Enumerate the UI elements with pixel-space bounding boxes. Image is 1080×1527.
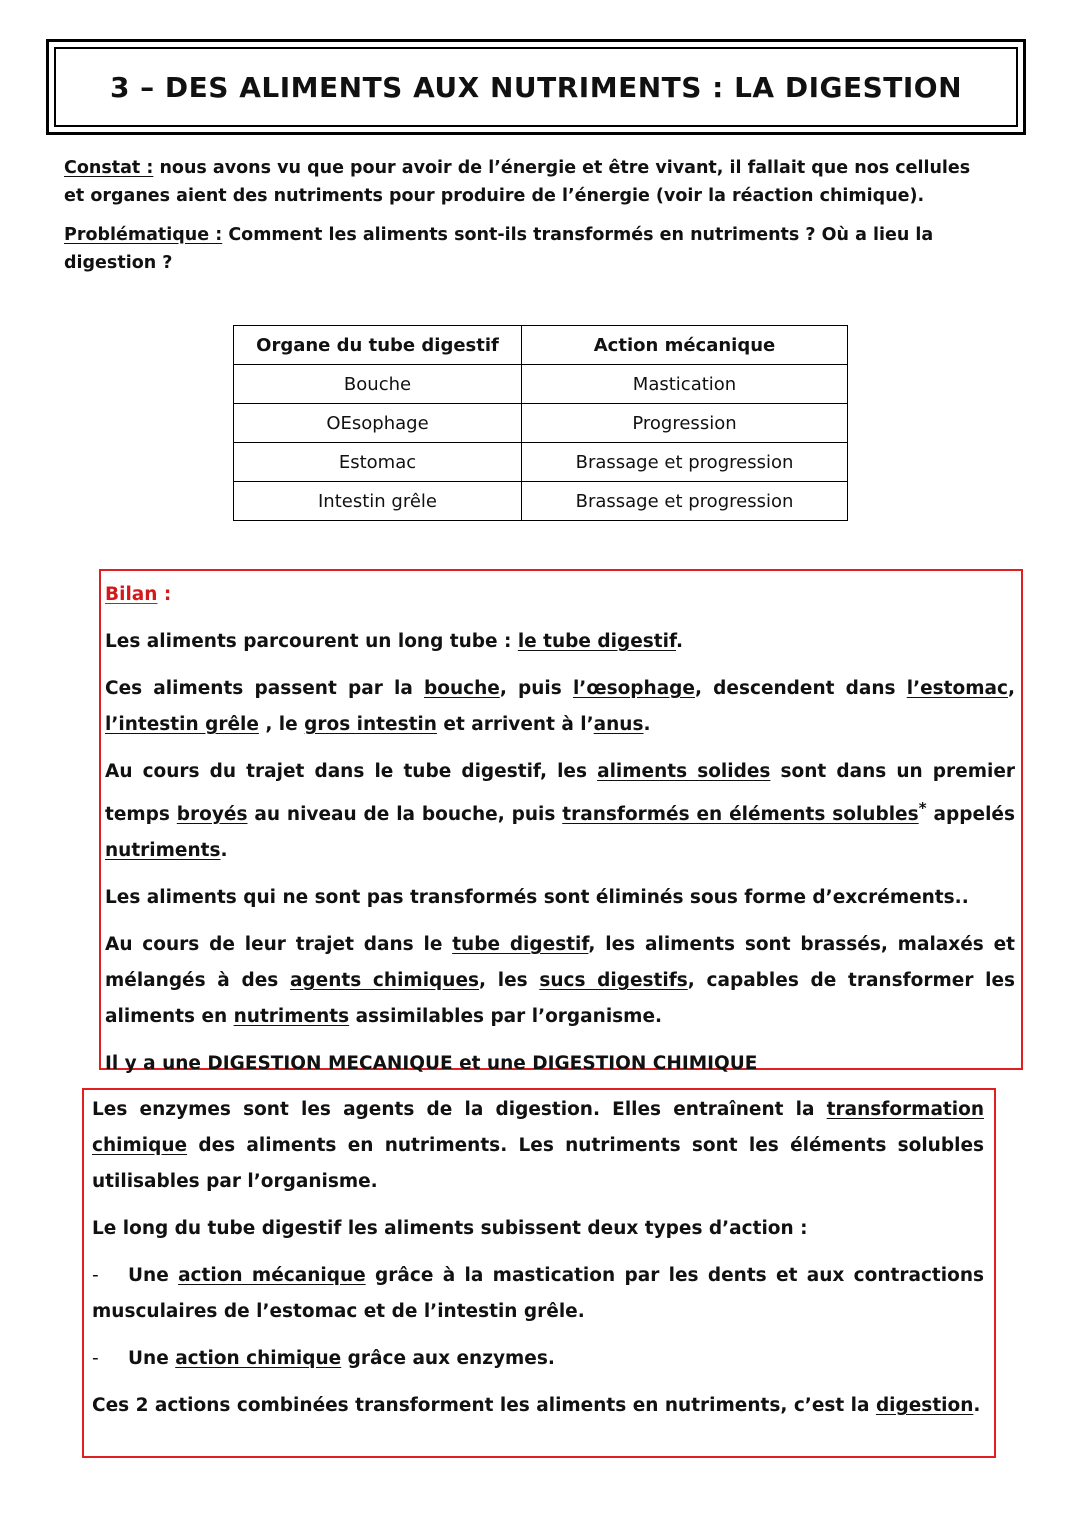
text-run: au niveau de la bouche, puis — [247, 804, 563, 826]
bullet-mechanical-action — [92, 1258, 984, 1330]
text-run: , descendent dans — [694, 678, 907, 699]
key-term: gros intestin — [304, 714, 437, 735]
text-run: Une — [128, 1348, 176, 1369]
bilan-paragraph-4: Les aliments qui ne sont pas transformés sont éliminés sous forme d’excréments.. — [105, 887, 969, 909]
text-run: Au cours du trajet dans le tube digestif, les — [105, 761, 598, 782]
text-run: . — [973, 1395, 981, 1416]
text-run: Ces 2 actions combinées transforment les aliments en nutriments, c’est la — [92, 1395, 876, 1416]
bullet-chemical-action — [92, 1341, 984, 1377]
text-run: Les enzymes sont les agents de la digestion. Elles entraînent la — [92, 1099, 827, 1120]
text-run: sont dans un premier temps — [105, 761, 1016, 826]
bilan-colon: : — [157, 584, 172, 605]
text-run: Une — [128, 1265, 179, 1286]
enzymes-paragraph-3 — [92, 1388, 984, 1424]
key-term: bouche — [424, 678, 500, 699]
key-term: nutriments — [105, 840, 221, 862]
table-header-action: Action mécanique — [522, 326, 848, 365]
key-term: l’œsophage — [572, 678, 695, 699]
footnote-asterisk: * — [918, 799, 927, 817]
table-header-row — [234, 326, 848, 365]
bilan-box — [99, 569, 1023, 1075]
table-header-organ: Organe du tube digestif — [234, 326, 522, 365]
problematique-label: Problématique : — [64, 225, 223, 245]
text-run: Au cours de leur trajet dans le — [105, 934, 453, 956]
title-inner-frame — [54, 47, 1018, 127]
text-run: . — [220, 840, 228, 862]
key-term: action chimique — [175, 1348, 342, 1369]
key-term: action mécanique — [178, 1265, 366, 1286]
text-run: , — [1007, 678, 1015, 699]
text-run: , capables de transformer les aliments en — [105, 970, 1016, 1028]
key-term: le tube digestif — [517, 631, 677, 652]
key-term: nutriments — [233, 1006, 350, 1028]
dash-bullet: - — [92, 1348, 99, 1369]
bilan-paragraph-1 — [105, 624, 1015, 660]
bilan-paragraph-5 — [105, 927, 1015, 1035]
bilan-heading — [105, 577, 1015, 613]
key-term: tube digestif — [452, 934, 589, 956]
table-cell-action: Progression — [522, 404, 848, 443]
bilan-paragraph-2 — [105, 671, 1015, 743]
text-run: appelés — [926, 804, 1015, 826]
table-row — [234, 482, 848, 521]
page-title: 3 – DES ALIMENTS AUX NUTRIMENTS : LA DIGESTION — [109, 70, 963, 104]
table-cell-organ: Estomac — [234, 443, 522, 482]
key-term: agents chimiques — [289, 970, 480, 992]
table-row — [234, 404, 848, 443]
key-term: transformation chimique — [92, 1099, 984, 1156]
text-run: , le — [258, 714, 305, 735]
text-run: grâce aux enzymes. — [341, 1348, 555, 1369]
enzymes-paragraph-1 — [92, 1092, 984, 1200]
key-term: sucs digestifs — [539, 970, 688, 992]
text-run: Ces aliments passent par la — [105, 678, 424, 699]
text-run: , puis — [499, 678, 573, 699]
text-run: , les — [479, 970, 540, 992]
enzymes-box — [82, 1088, 996, 1458]
table-cell-action: Brassage et progression — [522, 443, 848, 482]
constat-text: nous avons vu que pour avoir de l’énergie et être vivant, il fallait que nos cellules et organes aient des nutriments pour produire de l’énergie (voir la réaction chimique). — [64, 158, 971, 206]
table-row — [234, 443, 848, 482]
text-run: assimilables par l’organisme. — [349, 1006, 663, 1028]
text-run: Les aliments parcourent un long tube : — [105, 631, 518, 652]
enzymes-paragraph-2: Le long du tube digestif les aliments subissent deux types d’action : — [92, 1218, 808, 1239]
constat-label: Constat : — [64, 158, 154, 178]
table-cell-action: Brassage et progression — [522, 482, 848, 521]
bilan-label: Bilan — [105, 584, 158, 605]
table-cell-organ: OEsophage — [234, 404, 522, 443]
bilan-paragraph-6: Il y a une DIGESTION MECANIQUE et une DIGESTION CHIMIQUE — [105, 1053, 758, 1075]
table-row — [234, 365, 848, 404]
key-term: l’intestin grêle — [105, 714, 259, 735]
key-term: transformés en éléments solubles — [562, 804, 919, 826]
text-run: , les aliments sont brassés, malaxés et mélangés à des — [105, 934, 1015, 992]
title-box — [46, 39, 1026, 135]
text-run: . — [676, 631, 684, 652]
problematique-paragraph — [64, 221, 994, 277]
text-run: et arrivent à l’ — [436, 714, 594, 735]
table-cell-action: Mastication — [522, 365, 848, 404]
bilan-paragraph-3 — [105, 754, 1015, 869]
problematique-text: Comment les aliments sont-ils transformés en nutriments ? Où a lieu la digestion ? — [64, 225, 934, 273]
key-term: broyés — [176, 804, 248, 826]
table-cell-organ: Bouche — [234, 365, 522, 404]
digestive-organs-table — [233, 325, 848, 521]
text-run: des aliments en nutriments. Les nutriments sont les éléments solubles utilisables par l’organisme. — [92, 1135, 984, 1192]
table-cell-organ: Intestin grêle — [234, 482, 522, 521]
key-term: anus — [593, 714, 644, 735]
key-term: digestion — [875, 1395, 974, 1416]
constat-paragraph — [64, 154, 994, 210]
key-term: aliments solides — [597, 761, 771, 782]
dash-bullet: - — [92, 1265, 99, 1286]
text-run: grâce à la mastication par les dents et aux contractions musculaires de l’estomac et de l’intestin grêle. — [92, 1265, 984, 1322]
key-term: l’estomac — [906, 678, 1008, 699]
text-run: . — [643, 714, 651, 735]
